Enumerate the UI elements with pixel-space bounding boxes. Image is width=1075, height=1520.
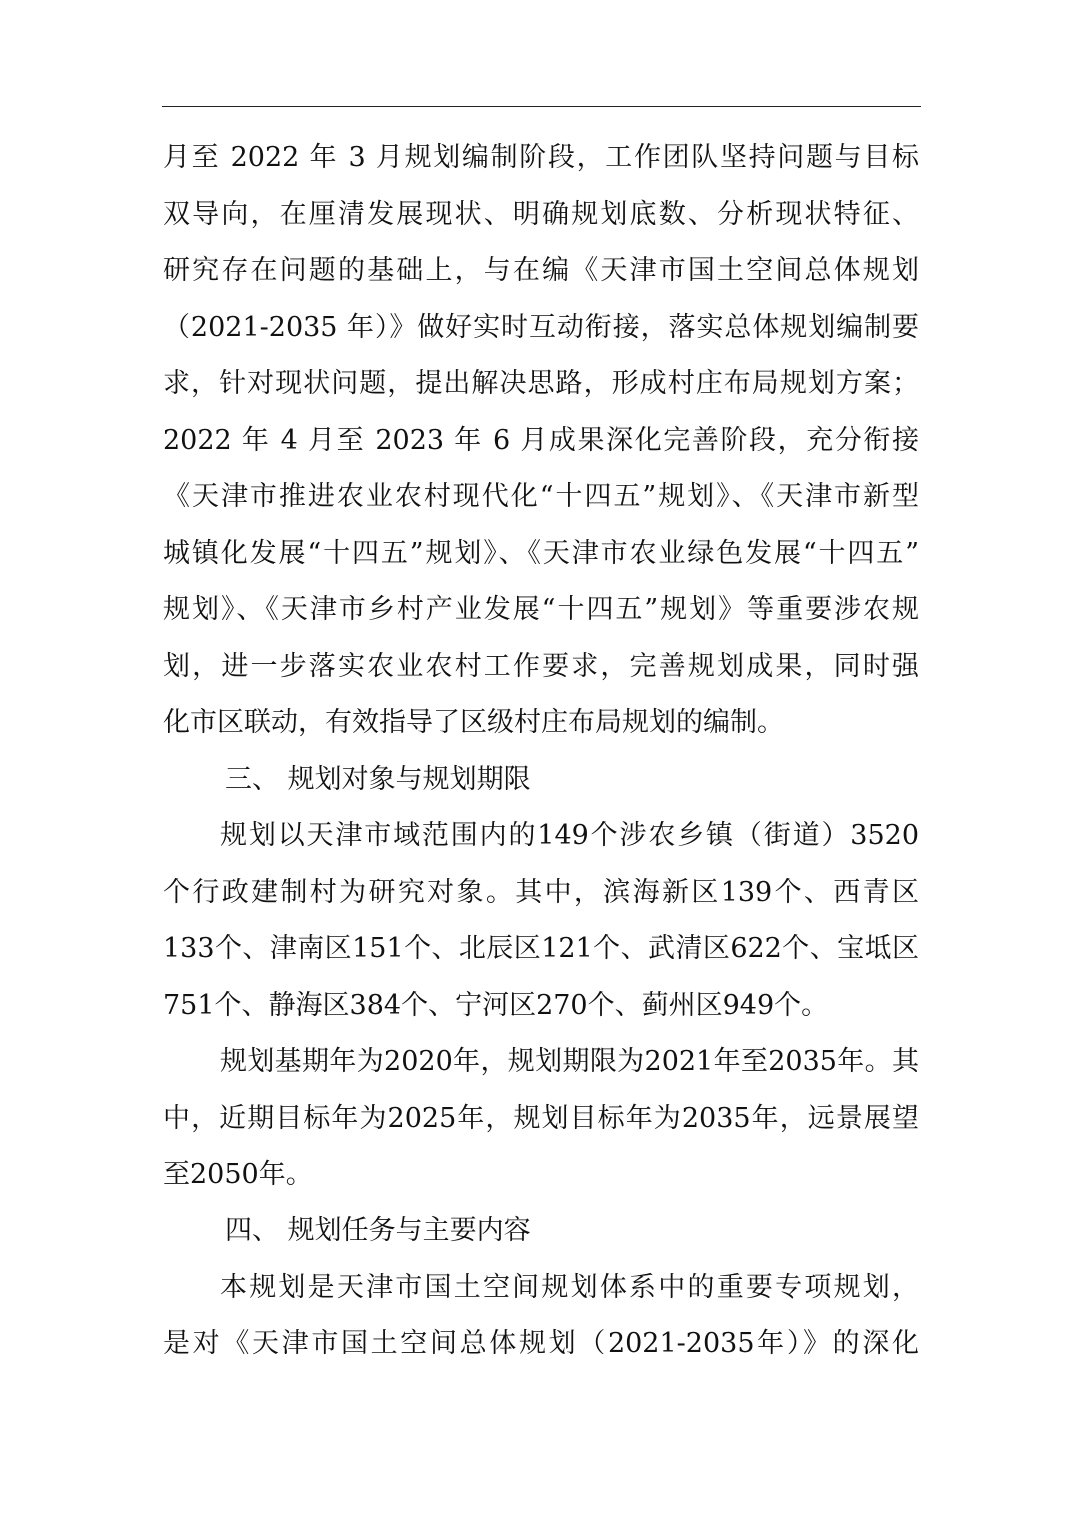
text-line: 是对《天津市国土空间总体规划（2021-2035年）》的深化 <box>163 1328 919 1359</box>
section-heading: 三、 规划对象与规划期限 <box>225 764 531 795</box>
text-line: 中，近期目标年为2025年，规划目标年为2035年，远景展望 <box>163 1103 919 1134</box>
text-line: 本规划是天津市国土空间规划体系中的重要专项规划， <box>220 1272 919 1303</box>
section-heading: 四、 规划任务与主要内容 <box>225 1215 531 1246</box>
text-line: 至2050年。 <box>163 1159 313 1190</box>
text-line: 求，针对现状问题，提出解决思路，形成村庄布局规划方案； <box>163 368 919 399</box>
text-line: 规划以天津市域范围内的149个涉农乡镇（街道）3520 <box>220 820 919 851</box>
text-line: 化市区联动，有效指导了区级村庄布局规划的编制。 <box>163 707 784 738</box>
text-line: 751个、静海区384个、宁河区270个、蓟州区949个。 <box>163 990 829 1021</box>
text-line: 133个、津南区151个、北辰区121个、武清区622个、宝坻区 <box>163 933 919 964</box>
text-line: 城镇化发展“十四五”规划》、《天津市农业绿色发展“十四五” <box>163 538 919 569</box>
header-rule <box>162 106 921 107</box>
text-line: 划，进一步落实农业农村工作要求，完善规划成果，同时强 <box>163 651 919 682</box>
text-line: 2022 年 4 月至 2023 年 6 月成果深化完善阶段，充分衔接 <box>163 425 919 456</box>
text-line: （2021-2035 年）》做好实时互动衔接，落实总体规划编制要 <box>163 312 919 343</box>
text-line: 规划基期年为2020年，规划期限为2021年至2035年。其 <box>220 1046 919 1077</box>
text-line: 个行政建制村为研究对象。其中，滨海新区139个、西青区 <box>163 877 919 908</box>
text-line: 研究存在问题的基础上，与在编《天津市国土空间总体规划 <box>163 255 919 286</box>
text-line: 双导向，在厘清发展现状、明确规划底数、分析现状特征、 <box>163 199 919 230</box>
text-line: 规划》、《天津市乡村产业发展“十四五”规划》等重要涉农规 <box>163 594 919 625</box>
text-line: 月至 2022 年 3 月规划编制阶段，工作团队坚持问题与目标 <box>163 142 919 173</box>
text-line: 《天津市推进农业农村现代化“十四五”规划》、《天津市新型 <box>163 481 919 512</box>
